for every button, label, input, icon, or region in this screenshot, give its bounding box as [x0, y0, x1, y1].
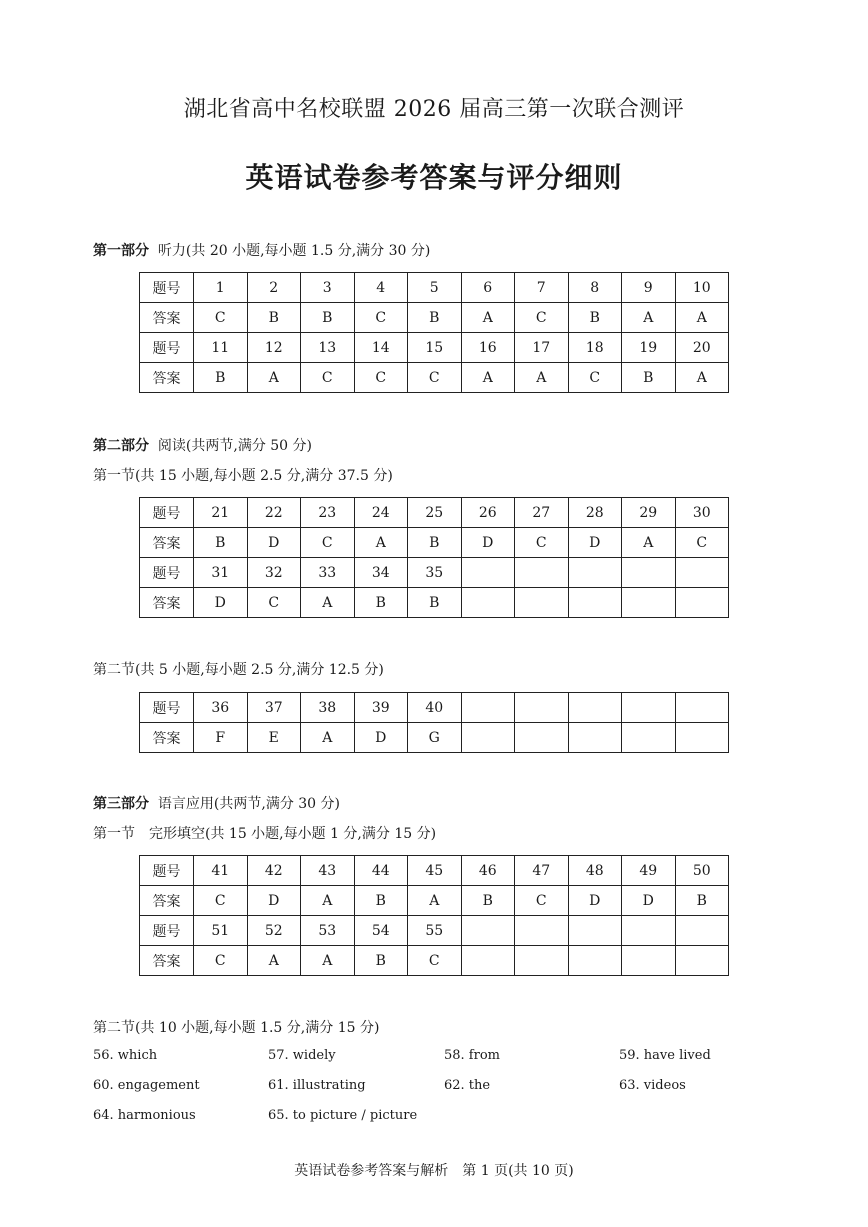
answer-cell: D — [194, 588, 248, 618]
answer-cell: A — [247, 363, 301, 393]
answer-cell: 16 — [461, 333, 515, 363]
answer-cell: 22 — [247, 498, 301, 528]
table-row — [140, 303, 729, 333]
row-label-cell: 答案 — [140, 588, 194, 618]
answer-cell — [568, 916, 622, 946]
answer-cell — [675, 916, 729, 946]
answer-cell: C — [515, 303, 569, 333]
row-label-cell: 题号 — [140, 273, 194, 303]
answer-cell: 43 — [301, 856, 355, 886]
answer-cell: 44 — [354, 856, 408, 886]
answer-cell: 41 — [194, 856, 248, 886]
answer-cell: D — [247, 886, 301, 916]
table-row — [140, 693, 729, 723]
answer-cell — [568, 693, 622, 723]
answer-cell — [515, 723, 569, 753]
answer-cell: C — [568, 363, 622, 393]
answer-cell: 54 — [354, 916, 408, 946]
answer-cell: 7 — [515, 273, 569, 303]
answer-cell — [622, 558, 676, 588]
answer-cell: 36 — [194, 693, 248, 723]
answer-cell: 9 — [622, 273, 676, 303]
answer-cell: B — [354, 886, 408, 916]
part2-sec1-answer-table — [139, 497, 729, 618]
answer-cell: 6 — [461, 273, 515, 303]
answer-cell: C — [301, 363, 355, 393]
answer-cell: 20 — [675, 333, 729, 363]
answer-cell: C — [408, 946, 462, 976]
part1-answer-table — [139, 272, 729, 393]
table-row — [140, 498, 729, 528]
answer-cell: 28 — [568, 498, 622, 528]
table-row — [140, 273, 729, 303]
document-title: 英语试卷参考答案与评分细则 — [245, 161, 623, 194]
part3-label: 第三部分 — [93, 796, 149, 812]
answer-cell: 17 — [515, 333, 569, 363]
blank-answer: 63. videos — [619, 1078, 686, 1093]
table-row — [140, 856, 729, 886]
answer-cell: 33 — [301, 558, 355, 588]
answer-cell: 52 — [247, 916, 301, 946]
table-row — [140, 946, 729, 976]
answer-cell — [675, 723, 729, 753]
row-label-cell: 答案 — [140, 528, 194, 558]
answer-cell — [515, 916, 569, 946]
table-row — [140, 723, 729, 753]
answer-cell: C — [194, 946, 248, 976]
answer-cell — [675, 588, 729, 618]
answer-cell: 15 — [408, 333, 462, 363]
answer-cell — [461, 723, 515, 753]
answer-cell: A — [622, 528, 676, 558]
answer-cell: 3 — [301, 273, 355, 303]
answer-cell — [622, 723, 676, 753]
answer-cell: B — [354, 946, 408, 976]
answer-cell — [515, 558, 569, 588]
answer-cell: 38 — [301, 693, 355, 723]
answer-cell: G — [408, 723, 462, 753]
row-label-cell: 题号 — [140, 333, 194, 363]
answer-cell: 51 — [194, 916, 248, 946]
answer-cell: 13 — [301, 333, 355, 363]
answer-cell: E — [247, 723, 301, 753]
row-label-cell: 题号 — [140, 916, 194, 946]
answer-cell — [568, 946, 622, 976]
answer-cell: A — [675, 363, 729, 393]
answer-cell: A — [622, 303, 676, 333]
table-row — [140, 886, 729, 916]
answer-cell: 4 — [354, 273, 408, 303]
answer-cell — [568, 588, 622, 618]
answer-cell: C — [408, 363, 462, 393]
blank-answer: 58. from — [444, 1048, 500, 1063]
table-row — [140, 333, 729, 363]
exam-title: 湖北省高中名校联盟 2026 届高三第一次联合测评 — [183, 97, 685, 122]
answer-cell: A — [461, 363, 515, 393]
row-label-cell: 答案 — [140, 723, 194, 753]
answer-cell — [568, 723, 622, 753]
answer-cell: D — [622, 886, 676, 916]
answer-cell: 45 — [408, 856, 462, 886]
part3-desc: 语言应用(共两节,满分 30 分) — [157, 796, 340, 812]
answer-cell: 42 — [247, 856, 301, 886]
answer-cell: B — [408, 303, 462, 333]
answer-cell — [515, 946, 569, 976]
answer-cell: C — [354, 303, 408, 333]
part2-heading — [93, 436, 312, 456]
part3-sec2-title: 第二节(共 10 小题,每小题 1.5 分,满分 15 分) — [93, 1020, 380, 1036]
answer-cell — [622, 693, 676, 723]
answer-cell — [515, 588, 569, 618]
part1-heading — [93, 241, 430, 261]
answer-cell: C — [515, 886, 569, 916]
answer-cell: A — [675, 303, 729, 333]
answer-cell — [461, 916, 515, 946]
answer-cell: 1 — [194, 273, 248, 303]
part1-desc: 听力(共 20 小题,每小题 1.5 分,满分 30 分) — [157, 243, 431, 259]
table-row — [140, 588, 729, 618]
answer-cell: 10 — [675, 273, 729, 303]
blank-answer: 64. harmonious — [93, 1108, 196, 1123]
answer-cell: 49 — [622, 856, 676, 886]
answer-cell: B — [354, 588, 408, 618]
answer-cell: D — [461, 528, 515, 558]
answer-cell: B — [194, 528, 248, 558]
answer-cell: 19 — [622, 333, 676, 363]
answer-cell — [461, 693, 515, 723]
answer-cell: 2 — [247, 273, 301, 303]
answer-cell: 8 — [568, 273, 622, 303]
answer-cell: C — [194, 886, 248, 916]
answer-cell: 53 — [301, 916, 355, 946]
answer-cell: B — [461, 886, 515, 916]
answer-cell — [461, 558, 515, 588]
answer-cell: 34 — [354, 558, 408, 588]
answer-cell — [461, 946, 515, 976]
answer-cell: 24 — [354, 498, 408, 528]
answer-cell: A — [301, 723, 355, 753]
answer-cell: A — [408, 886, 462, 916]
answer-cell: 21 — [194, 498, 248, 528]
blank-answer: 57. widely — [268, 1048, 336, 1063]
answer-cell: 11 — [194, 333, 248, 363]
answer-cell: A — [515, 363, 569, 393]
answer-cell: D — [354, 723, 408, 753]
answer-cell: C — [675, 528, 729, 558]
answer-cell: 46 — [461, 856, 515, 886]
answer-cell: B — [622, 363, 676, 393]
answer-cell — [568, 558, 622, 588]
row-label-cell: 题号 — [140, 856, 194, 886]
answer-cell: 25 — [408, 498, 462, 528]
row-label-cell: 题号 — [140, 558, 194, 588]
answer-cell: 23 — [301, 498, 355, 528]
row-label-cell: 答案 — [140, 303, 194, 333]
answer-cell: A — [301, 886, 355, 916]
answer-cell: 30 — [675, 498, 729, 528]
answer-cell: A — [301, 946, 355, 976]
answer-cell: C — [247, 588, 301, 618]
answer-cell: 35 — [408, 558, 462, 588]
answer-cell: 31 — [194, 558, 248, 588]
table-row — [140, 528, 729, 558]
answer-cell: 39 — [354, 693, 408, 723]
part2-desc: 阅读(共两节,满分 50 分) — [157, 438, 312, 454]
row-label-cell: 答案 — [140, 886, 194, 916]
answer-cell: 48 — [568, 856, 622, 886]
table-row — [140, 363, 729, 393]
row-label-cell: 题号 — [140, 693, 194, 723]
blank-answer: 59. have lived — [619, 1048, 711, 1063]
answer-cell — [622, 946, 676, 976]
answer-cell: 37 — [247, 693, 301, 723]
answer-cell: C — [194, 303, 248, 333]
answer-cell: 14 — [354, 333, 408, 363]
part3-heading — [93, 794, 340, 814]
answer-cell: A — [247, 946, 301, 976]
answer-cell: 18 — [568, 333, 622, 363]
answer-cell — [622, 588, 676, 618]
answer-cell: C — [354, 363, 408, 393]
table-row — [140, 558, 729, 588]
part2-sec2-answer-table — [139, 692, 729, 753]
answer-cell — [675, 558, 729, 588]
answer-cell: 40 — [408, 693, 462, 723]
part3-sec1-title: 第一节 完形填空(共 15 小题,每小题 1 分,满分 15 分) — [93, 826, 437, 842]
answer-cell: B — [301, 303, 355, 333]
answer-cell: D — [568, 528, 622, 558]
row-label-cell: 答案 — [140, 946, 194, 976]
part2-label: 第二部分 — [93, 438, 149, 454]
answer-cell: 50 — [675, 856, 729, 886]
answer-cell: C — [515, 528, 569, 558]
part2-sec1-title: 第一节(共 15 小题,每小题 2.5 分,满分 37.5 分) — [93, 468, 393, 484]
blank-answer: 62. the — [444, 1078, 491, 1093]
answer-cell: 27 — [515, 498, 569, 528]
row-label-cell: 答案 — [140, 363, 194, 393]
answer-cell: B — [194, 363, 248, 393]
answer-cell: 32 — [247, 558, 301, 588]
page-footer: 英语试卷参考答案与解析 第 1 页(共 10 页) — [294, 1163, 574, 1179]
answer-cell: D — [247, 528, 301, 558]
answer-cell — [675, 946, 729, 976]
answer-cell: C — [301, 528, 355, 558]
answer-cell — [675, 693, 729, 723]
blank-answer: 61. illustrating — [268, 1078, 366, 1093]
part3-sec1-answer-table — [139, 855, 729, 976]
answer-cell: B — [408, 588, 462, 618]
answer-cell: 47 — [515, 856, 569, 886]
answer-cell: 55 — [408, 916, 462, 946]
answer-cell: F — [194, 723, 248, 753]
answer-cell: 12 — [247, 333, 301, 363]
blank-answer: 65. to picture / picture — [268, 1108, 418, 1123]
row-label-cell: 题号 — [140, 498, 194, 528]
answer-cell: D — [568, 886, 622, 916]
answer-cell — [461, 588, 515, 618]
answer-cell: B — [408, 528, 462, 558]
answer-cell: 26 — [461, 498, 515, 528]
answer-cell: A — [461, 303, 515, 333]
blank-answer: 56. which — [93, 1048, 158, 1063]
blank-answer: 60. engagement — [93, 1078, 200, 1093]
answer-cell: 29 — [622, 498, 676, 528]
answer-cell: B — [247, 303, 301, 333]
answer-cell: A — [354, 528, 408, 558]
part1-label: 第一部分 — [93, 243, 149, 259]
table-row — [140, 916, 729, 946]
answer-cell — [515, 693, 569, 723]
answer-cell: B — [568, 303, 622, 333]
answer-cell: B — [675, 886, 729, 916]
part2-sec2-title: 第二节(共 5 小题,每小题 2.5 分,满分 12.5 分) — [93, 662, 384, 678]
answer-cell: 5 — [408, 273, 462, 303]
answer-cell: A — [301, 588, 355, 618]
answer-cell — [622, 916, 676, 946]
